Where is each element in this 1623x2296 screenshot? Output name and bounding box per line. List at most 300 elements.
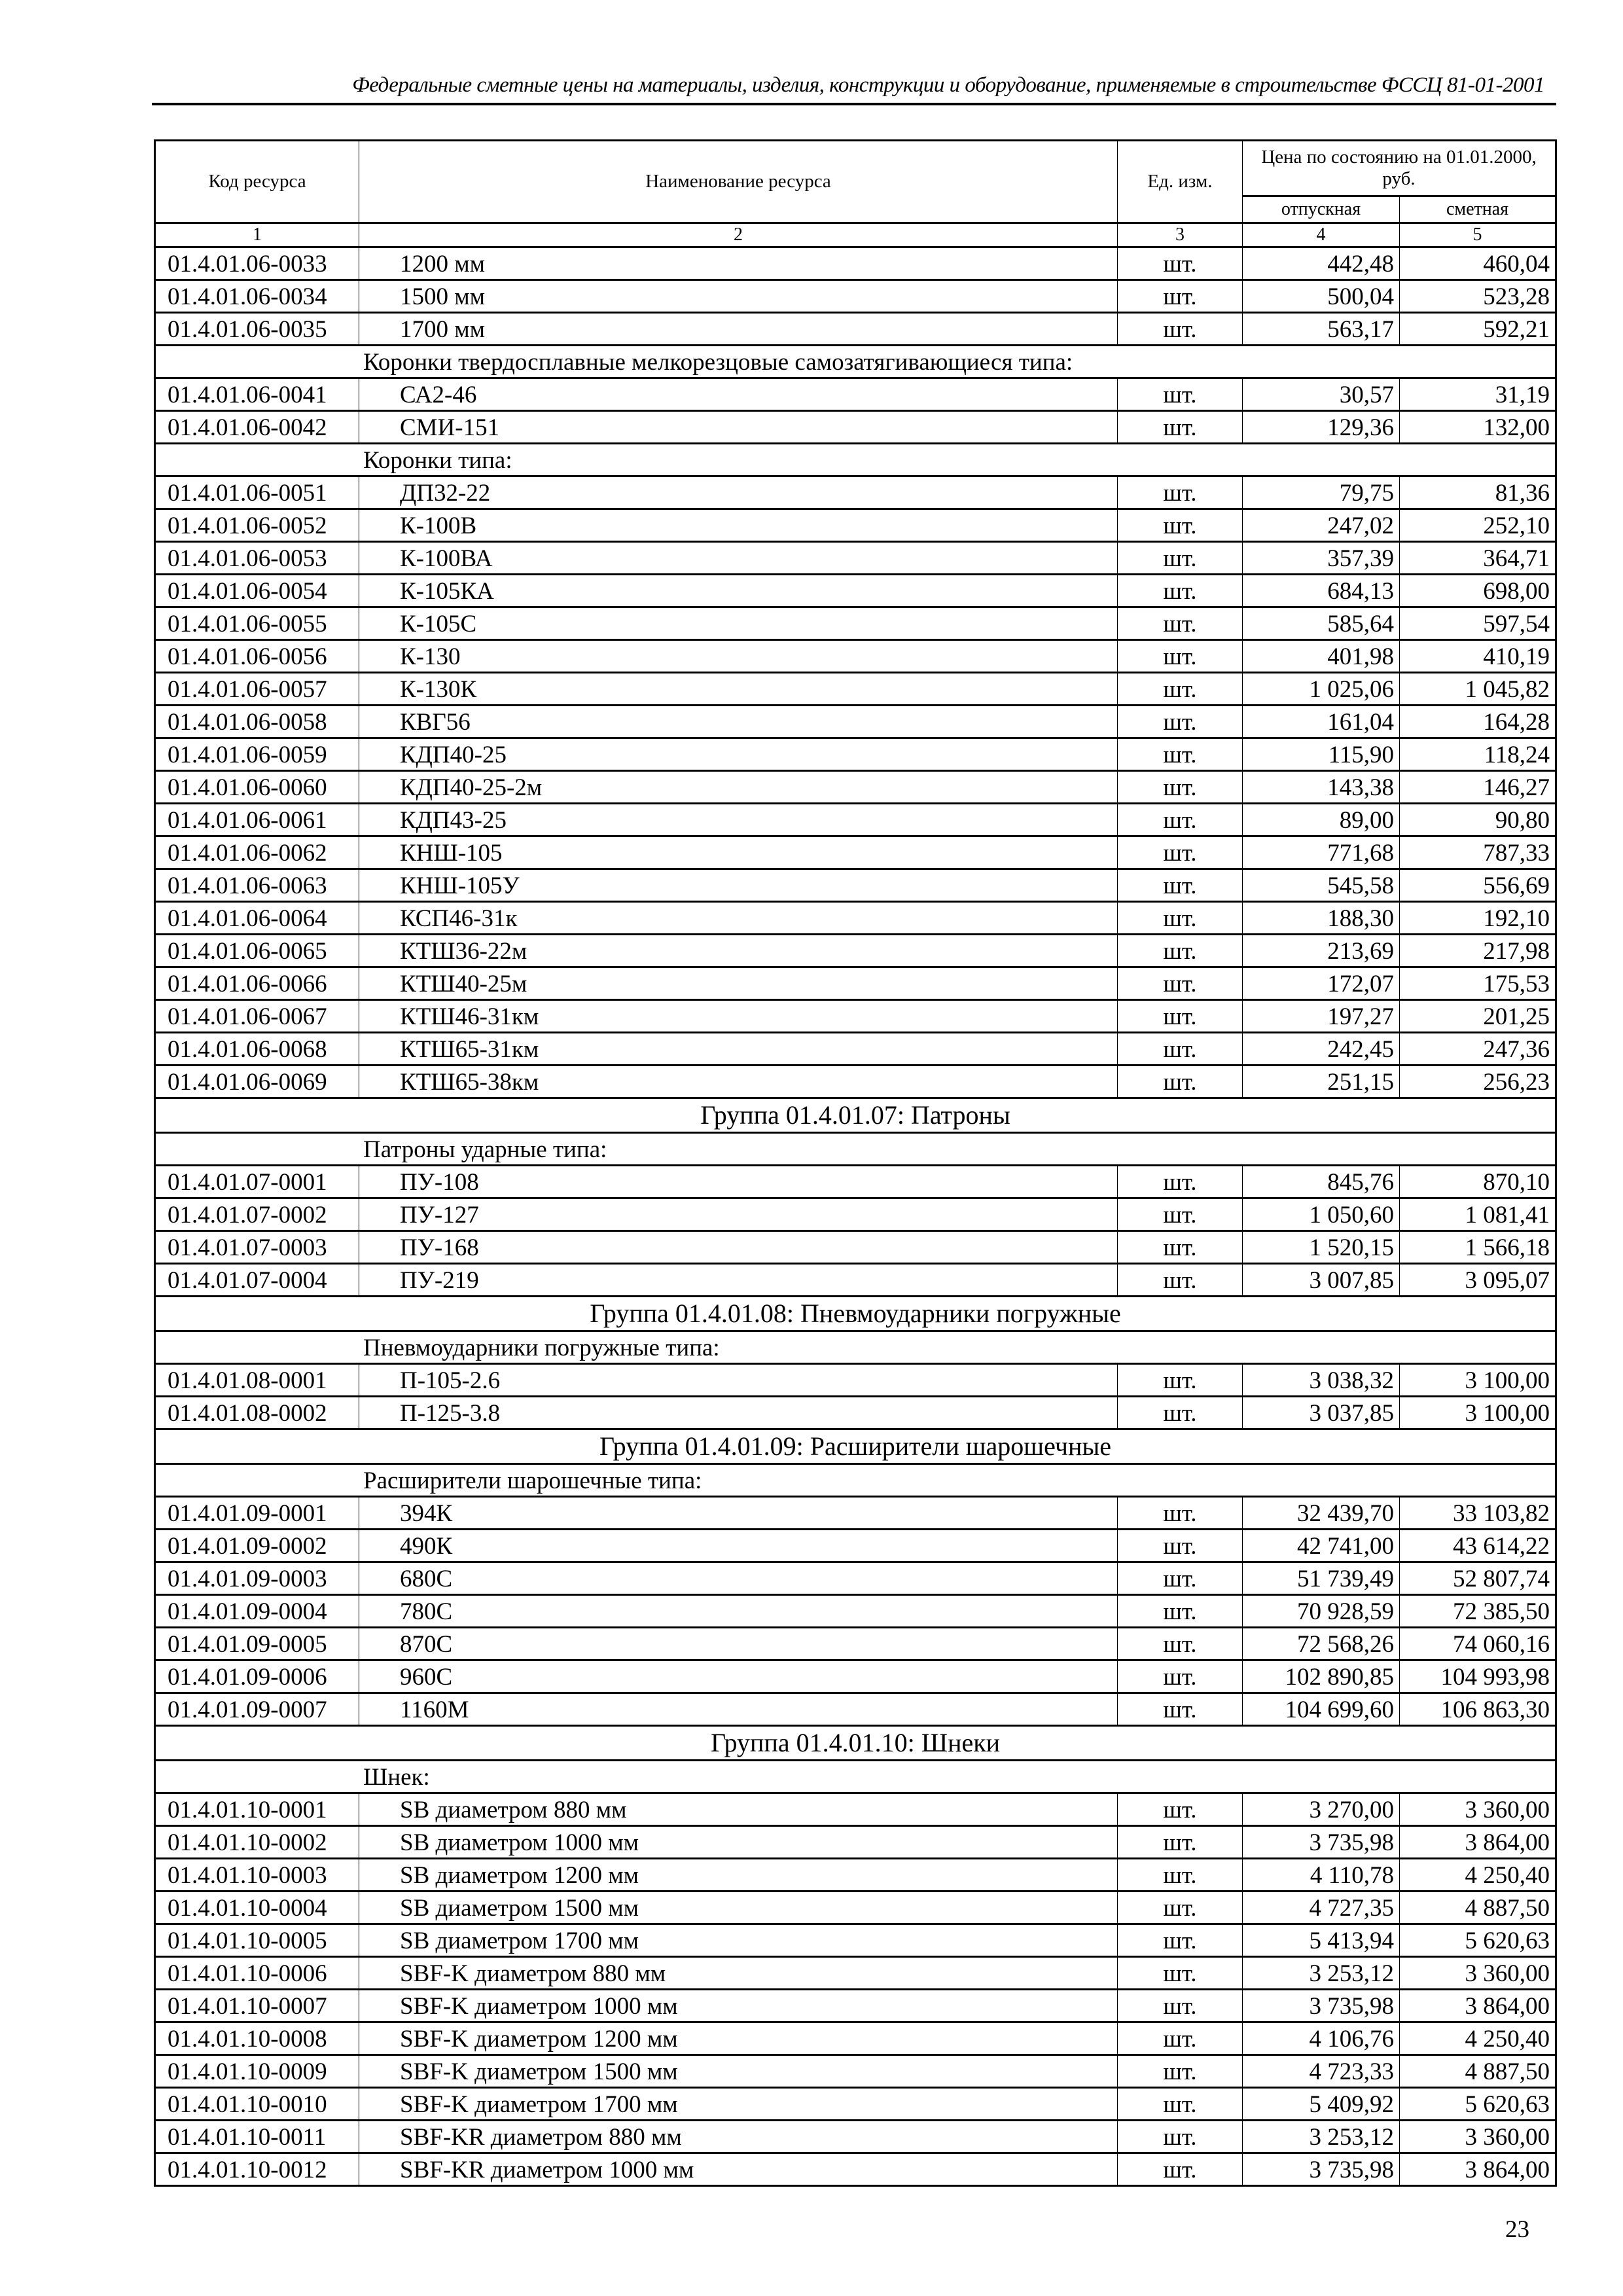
release-price: 213,69 (1243, 935, 1400, 967)
resource-name: ПУ-219 (359, 1264, 1118, 1297)
release-price: 129,36 (1243, 411, 1400, 444)
subheading-row (155, 1464, 1556, 1497)
resource-name: КДП40-25-2м (359, 771, 1118, 804)
release-price: 104 699,60 (1243, 1693, 1400, 1726)
resource-name: К-130 (359, 640, 1118, 673)
estimate-price: 5 620,63 (1400, 2088, 1556, 2121)
release-price: 102 890,85 (1243, 1660, 1400, 1693)
resource-code: 01.4.01.09-0002 (155, 1530, 359, 1562)
release-price: 3 270,00 (1243, 1793, 1400, 1826)
estimate-price: 43 614,22 (1400, 1530, 1556, 1562)
resource-code: 01.4.01.06-0067 (155, 1000, 359, 1033)
table-row (155, 1892, 1556, 1924)
release-price: 4 723,33 (1243, 2055, 1400, 2088)
header-price-group: Цена по состоянию на 01.01.2000, руб. (1243, 141, 1556, 196)
subheading-label: Расширители шарошечные типа: (155, 1464, 1556, 1497)
subheading-row (155, 1133, 1556, 1166)
resource-code: 01.4.01.07-0003 (155, 1231, 359, 1264)
unit-of-measure: шт. (1118, 1859, 1243, 1892)
resource-name: П-125-3.8 (359, 1397, 1118, 1429)
release-price: 51 739,49 (1243, 1562, 1400, 1595)
estimate-price: 132,00 (1400, 411, 1556, 444)
subheading-label: Пневмоударники погружные типа: (155, 1331, 1556, 1364)
unit-of-measure: шт. (1118, 542, 1243, 575)
table-row (155, 1000, 1556, 1033)
release-price: 845,76 (1243, 1166, 1400, 1198)
resource-code: 01.4.01.06-0069 (155, 1066, 359, 1098)
resource-name: SBF-K диаметром 880 мм (359, 1957, 1118, 1990)
table-row (155, 738, 1556, 771)
unit-of-measure: шт. (1118, 1066, 1243, 1098)
table-row (155, 1924, 1556, 1957)
resource-name: SB диаметром 1200 мм (359, 1859, 1118, 1892)
resource-name: SB диаметром 880 мм (359, 1793, 1118, 1826)
resource-name: ДП32-22 (359, 476, 1118, 509)
resource-name: SBF-KR диаметром 1000 мм (359, 2153, 1118, 2186)
unit-of-measure: шт. (1118, 2022, 1243, 2055)
resource-name: 1160М (359, 1693, 1118, 1726)
subheading-label: Патроны ударные типа: (155, 1133, 1556, 1166)
release-price: 3 735,98 (1243, 1826, 1400, 1859)
unit-of-measure: шт. (1118, 836, 1243, 869)
resource-code: 01.4.01.06-0066 (155, 967, 359, 1000)
resource-code: 01.4.01.06-0060 (155, 771, 359, 804)
release-price: 4 727,35 (1243, 1892, 1400, 1924)
table-row (155, 1066, 1556, 1098)
resource-name: SB диаметром 1500 мм (359, 1892, 1118, 1924)
resource-code: 01.4.01.10-0010 (155, 2088, 359, 2121)
resource-code: 01.4.01.10-0007 (155, 1990, 359, 2022)
resource-code: 01.4.01.10-0006 (155, 1957, 359, 1990)
estimate-price: 90,80 (1400, 804, 1556, 836)
unit-of-measure: шт. (1118, 1364, 1243, 1397)
resource-name: КНШ-105У (359, 869, 1118, 902)
unit-of-measure: шт. (1118, 1924, 1243, 1957)
table-row (155, 1198, 1556, 1231)
unit-of-measure: шт. (1118, 1595, 1243, 1628)
unit-of-measure: шт. (1118, 1166, 1243, 1198)
release-price: 500,04 (1243, 280, 1400, 313)
estimate-price: 3 360,00 (1400, 1957, 1556, 1990)
table-row (155, 2121, 1556, 2153)
unit-of-measure: шт. (1118, 1497, 1243, 1530)
unit-of-measure: шт. (1118, 607, 1243, 640)
release-price: 442,48 (1243, 247, 1400, 280)
estimate-price: 201,25 (1400, 1000, 1556, 1033)
column-number: 2 (359, 223, 1118, 247)
unit-of-measure: шт. (1118, 1990, 1243, 2022)
resource-code: 01.4.01.06-0068 (155, 1033, 359, 1066)
group-heading: Группа 01.4.01.10: Шнеки (155, 1726, 1556, 1761)
estimate-price: 252,10 (1400, 509, 1556, 542)
unit-of-measure: шт. (1118, 1826, 1243, 1859)
resource-name: КТШ65-31км (359, 1033, 1118, 1066)
resource-code: 01.4.01.10-0011 (155, 2121, 359, 2153)
resource-name: 1700 мм (359, 313, 1118, 346)
resource-name: SBF-K диаметром 1200 мм (359, 2022, 1118, 2055)
table-row (155, 313, 1556, 346)
resource-code: 01.4.01.07-0001 (155, 1166, 359, 1198)
unit-of-measure: шт. (1118, 935, 1243, 967)
resource-name: К-105С (359, 607, 1118, 640)
resource-code: 01.4.01.09-0006 (155, 1660, 359, 1693)
release-price: 42 741,00 (1243, 1530, 1400, 1562)
estimate-price: 3 100,00 (1400, 1397, 1556, 1429)
resource-code: 01.4.01.06-0063 (155, 869, 359, 902)
table-row (155, 607, 1556, 640)
resource-code: 01.4.01.06-0065 (155, 935, 359, 967)
unit-of-measure: шт. (1118, 1033, 1243, 1066)
unit-of-measure: шт. (1118, 902, 1243, 935)
resource-code: 01.4.01.09-0004 (155, 1595, 359, 1628)
estimate-price: 164,28 (1400, 706, 1556, 738)
resource-code: 01.4.01.10-0012 (155, 2153, 359, 2186)
unit-of-measure: шт. (1118, 575, 1243, 607)
estimate-price: 81,36 (1400, 476, 1556, 509)
header-rule (152, 103, 1556, 105)
resource-code: 01.4.01.06-0059 (155, 738, 359, 771)
estimate-price: 3 100,00 (1400, 1364, 1556, 1397)
release-price: 115,90 (1243, 738, 1400, 771)
table-row (155, 935, 1556, 967)
unit-of-measure: шт. (1118, 1264, 1243, 1297)
release-price: 3 253,12 (1243, 1957, 1400, 1990)
table-row (155, 411, 1556, 444)
release-price: 89,00 (1243, 804, 1400, 836)
resource-code: 01.4.01.07-0002 (155, 1198, 359, 1231)
column-number: 5 (1400, 223, 1556, 247)
unit-of-measure: шт. (1118, 1000, 1243, 1033)
estimate-price: 4 250,40 (1400, 1859, 1556, 1892)
table-row (155, 1859, 1556, 1892)
unit-of-measure: шт. (1118, 2121, 1243, 2153)
resource-name: К-105КА (359, 575, 1118, 607)
estimate-price: 146,27 (1400, 771, 1556, 804)
table-row (155, 575, 1556, 607)
unit-of-measure: шт. (1118, 1562, 1243, 1595)
estimate-price: 870,10 (1400, 1166, 1556, 1198)
unit-of-measure: шт. (1118, 1793, 1243, 1826)
resource-code: 01.4.01.06-0052 (155, 509, 359, 542)
estimate-price: 104 993,98 (1400, 1660, 1556, 1693)
release-price: 3 038,32 (1243, 1364, 1400, 1397)
estimate-price: 1 081,41 (1400, 1198, 1556, 1231)
group-heading-row (155, 1726, 1556, 1761)
table-row (155, 1826, 1556, 1859)
estimate-price: 5 620,63 (1400, 1924, 1556, 1957)
resource-name: 870С (359, 1628, 1118, 1660)
unit-of-measure: шт. (1118, 1530, 1243, 1562)
resource-code: 01.4.01.06-0034 (155, 280, 359, 313)
column-number: 4 (1243, 223, 1400, 247)
price-table (154, 139, 1557, 2187)
resource-code: 01.4.01.06-0042 (155, 411, 359, 444)
header-code: Код ресурса (155, 141, 359, 223)
table-row (155, 902, 1556, 935)
release-price: 30,57 (1243, 378, 1400, 411)
resource-code: 01.4.01.06-0051 (155, 476, 359, 509)
release-price: 247,02 (1243, 509, 1400, 542)
unit-of-measure: шт. (1118, 476, 1243, 509)
resource-code: 01.4.01.09-0007 (155, 1693, 359, 1726)
resource-code: 01.4.01.06-0035 (155, 313, 359, 346)
estimate-price: 33 103,82 (1400, 1497, 1556, 1530)
resource-name: КВГ56 (359, 706, 1118, 738)
resource-name: SBF-KR диаметром 880 мм (359, 2121, 1118, 2153)
group-heading: Группа 01.4.01.07: Патроны (155, 1098, 1556, 1133)
estimate-price: 72 385,50 (1400, 1595, 1556, 1628)
group-heading: Группа 01.4.01.08: Пневмоударники погружные (155, 1297, 1556, 1331)
table-row (155, 476, 1556, 509)
resource-code: 01.4.01.10-0003 (155, 1859, 359, 1892)
table-row (155, 509, 1556, 542)
resource-name: ПУ-108 (359, 1166, 1118, 1198)
unit-of-measure: шт. (1118, 1198, 1243, 1231)
table-body (155, 247, 1556, 2186)
release-price: 684,13 (1243, 575, 1400, 607)
unit-of-measure: шт. (1118, 706, 1243, 738)
subheading-label: Коронки типа: (155, 444, 1556, 476)
estimate-price: 31,19 (1400, 378, 1556, 411)
estimate-price: 523,28 (1400, 280, 1556, 313)
resource-name: 490К (359, 1530, 1118, 1562)
release-price: 401,98 (1243, 640, 1400, 673)
estimate-price: 3 864,00 (1400, 1826, 1556, 1859)
estimate-price: 247,36 (1400, 1033, 1556, 1066)
resource-code: 01.4.01.06-0056 (155, 640, 359, 673)
release-price: 3 037,85 (1243, 1397, 1400, 1429)
release-price: 3 735,98 (1243, 2153, 1400, 2186)
resource-name: К-100В (359, 509, 1118, 542)
resource-code: 01.4.01.06-0057 (155, 673, 359, 706)
table-row (155, 1628, 1556, 1660)
estimate-price: 256,23 (1400, 1066, 1556, 1098)
release-price: 4 106,76 (1243, 2022, 1400, 2055)
table-row (155, 1530, 1556, 1562)
unit-of-measure: шт. (1118, 411, 1243, 444)
header-name: Наименование ресурса (359, 141, 1118, 223)
table-row (155, 869, 1556, 902)
resource-code: 01.4.01.08-0001 (155, 1364, 359, 1397)
resource-code: 01.4.01.09-0005 (155, 1628, 359, 1660)
estimate-price: 52 807,74 (1400, 1562, 1556, 1595)
group-heading-row (155, 1297, 1556, 1331)
unit-of-measure: шт. (1118, 2088, 1243, 2121)
estimate-price: 3 864,00 (1400, 2153, 1556, 2186)
resource-code: 01.4.01.06-0064 (155, 902, 359, 935)
unit-of-measure: шт. (1118, 1231, 1243, 1264)
release-price: 563,17 (1243, 313, 1400, 346)
unit-of-measure: шт. (1118, 313, 1243, 346)
resource-name: SB диаметром 1700 мм (359, 1924, 1118, 1957)
resource-name: СМИ-151 (359, 411, 1118, 444)
estimate-price: 698,00 (1400, 575, 1556, 607)
resource-code: 01.4.01.06-0041 (155, 378, 359, 411)
resource-code: 01.4.01.07-0004 (155, 1264, 359, 1297)
unit-of-measure: шт. (1118, 1957, 1243, 1990)
resource-code: 01.4.01.09-0003 (155, 1562, 359, 1595)
table-row (155, 1364, 1556, 1397)
table-row (155, 2088, 1556, 2121)
unit-of-measure: шт. (1118, 280, 1243, 313)
table-row (155, 706, 1556, 738)
group-heading-row (155, 1429, 1556, 1464)
table-row (155, 1990, 1556, 2022)
resource-code: 01.4.01.06-0033 (155, 247, 359, 280)
resource-code: 01.4.01.10-0008 (155, 2022, 359, 2055)
group-heading-row (155, 1098, 1556, 1133)
release-price: 32 439,70 (1243, 1497, 1400, 1530)
estimate-price: 3 360,00 (1400, 1793, 1556, 1826)
column-number: 1 (155, 223, 359, 247)
estimate-price: 597,54 (1400, 607, 1556, 640)
resource-name: 1200 мм (359, 247, 1118, 280)
release-price: 188,30 (1243, 902, 1400, 935)
subheading-row (155, 1761, 1556, 1793)
table-row (155, 1397, 1556, 1429)
release-price: 5 409,92 (1243, 2088, 1400, 2121)
resource-name: 780С (359, 1595, 1118, 1628)
resource-code: 01.4.01.10-0005 (155, 1924, 359, 1957)
resource-name: СА2-46 (359, 378, 1118, 411)
release-price: 585,64 (1243, 607, 1400, 640)
resource-name: КНШ-105 (359, 836, 1118, 869)
release-price: 3 735,98 (1243, 1990, 1400, 2022)
release-price: 545,58 (1243, 869, 1400, 902)
header-price-estimate: сметная (1400, 196, 1556, 223)
resource-code: 01.4.01.06-0053 (155, 542, 359, 575)
table-row (155, 1231, 1556, 1264)
table-row (155, 378, 1556, 411)
resource-code: 01.4.01.10-0002 (155, 1826, 359, 1859)
unit-of-measure: шт. (1118, 2055, 1243, 2088)
estimate-price: 118,24 (1400, 738, 1556, 771)
estimate-price: 1 045,82 (1400, 673, 1556, 706)
table-row (155, 967, 1556, 1000)
estimate-price: 4 250,40 (1400, 2022, 1556, 2055)
table-row (155, 1562, 1556, 1595)
estimate-price: 192,10 (1400, 902, 1556, 935)
unit-of-measure: шт. (1118, 1397, 1243, 1429)
release-price: 242,45 (1243, 1033, 1400, 1066)
release-price: 172,07 (1243, 967, 1400, 1000)
resource-name: КТШ36-22м (359, 935, 1118, 967)
estimate-price: 460,04 (1400, 247, 1556, 280)
release-price: 1 050,60 (1243, 1198, 1400, 1231)
table-row (155, 673, 1556, 706)
unit-of-measure: шт. (1118, 1660, 1243, 1693)
release-price: 161,04 (1243, 706, 1400, 738)
estimate-price: 4 887,50 (1400, 1892, 1556, 1924)
release-price: 5 413,94 (1243, 1924, 1400, 1957)
resource-name: 394К (359, 1497, 1118, 1530)
table-row (155, 1693, 1556, 1726)
table-row (155, 2055, 1556, 2088)
resource-name: К-100ВА (359, 542, 1118, 575)
resource-code: 01.4.01.09-0001 (155, 1497, 359, 1530)
subheading-label: Шнек: (155, 1761, 1556, 1793)
resource-name: К-130К (359, 673, 1118, 706)
unit-of-measure: шт. (1118, 2153, 1243, 2186)
resource-name: КСП46-31к (359, 902, 1118, 935)
table-row (155, 836, 1556, 869)
resource-code: 01.4.01.08-0002 (155, 1397, 359, 1429)
release-price: 79,75 (1243, 476, 1400, 509)
release-price: 3 007,85 (1243, 1264, 1400, 1297)
estimate-price: 592,21 (1400, 313, 1556, 346)
estimate-price: 175,53 (1400, 967, 1556, 1000)
resource-name: SBF-K диаметром 1500 мм (359, 2055, 1118, 2088)
resource-name: П-105-2.6 (359, 1364, 1118, 1397)
table-row (155, 1660, 1556, 1693)
table-row (155, 247, 1556, 280)
subheading-label: Коронки твердосплавные мелкорезцовые самозатягивающиеся типа: (155, 346, 1556, 378)
unit-of-measure: шт. (1118, 1628, 1243, 1660)
release-price: 3 253,12 (1243, 2121, 1400, 2153)
unit-of-measure: шт. (1118, 509, 1243, 542)
resource-name: SBF-K диаметром 1700 мм (359, 2088, 1118, 2121)
header-price-release: отпускная (1243, 196, 1400, 223)
table-row (155, 1595, 1556, 1628)
header-unit: Ед. изм. (1118, 141, 1243, 223)
unit-of-measure: шт. (1118, 804, 1243, 836)
estimate-price: 410,19 (1400, 640, 1556, 673)
table-row (155, 542, 1556, 575)
table-row (155, 2153, 1556, 2186)
resource-name: SBF-K диаметром 1000 мм (359, 1990, 1118, 2022)
unit-of-measure: шт. (1118, 967, 1243, 1000)
unit-of-measure: шт. (1118, 247, 1243, 280)
resource-name: КДП43-25 (359, 804, 1118, 836)
resource-code: 01.4.01.06-0061 (155, 804, 359, 836)
resource-code: 01.4.01.06-0054 (155, 575, 359, 607)
table-row (155, 2022, 1556, 2055)
resource-name: 1500 мм (359, 280, 1118, 313)
table-row (155, 1033, 1556, 1066)
resource-name: КДП40-25 (359, 738, 1118, 771)
resource-name: 680С (359, 1562, 1118, 1595)
unit-of-measure: шт. (1118, 673, 1243, 706)
table-row (155, 1793, 1556, 1826)
estimate-price: 3 864,00 (1400, 1990, 1556, 2022)
estimate-price: 556,69 (1400, 869, 1556, 902)
resource-name: КТШ65-38км (359, 1066, 1118, 1098)
resource-code: 01.4.01.06-0055 (155, 607, 359, 640)
subheading-row (155, 444, 1556, 476)
release-price: 4 110,78 (1243, 1859, 1400, 1892)
resource-code: 01.4.01.06-0062 (155, 836, 359, 869)
release-price: 197,27 (1243, 1000, 1400, 1033)
release-price: 771,68 (1243, 836, 1400, 869)
resource-code: 01.4.01.10-0004 (155, 1892, 359, 1924)
page-number: 23 (1505, 2216, 1529, 2243)
release-price: 70 928,59 (1243, 1595, 1400, 1628)
resource-name: 960С (359, 1660, 1118, 1693)
resource-name: SB диаметром 1000 мм (359, 1826, 1118, 1859)
release-price: 1 025,06 (1243, 673, 1400, 706)
unit-of-measure: шт. (1118, 640, 1243, 673)
unit-of-measure: шт. (1118, 869, 1243, 902)
group-heading: Группа 01.4.01.09: Расширители шарошечные (155, 1429, 1556, 1464)
unit-of-measure: шт. (1118, 771, 1243, 804)
table-row (155, 1264, 1556, 1297)
unit-of-measure: шт. (1118, 1693, 1243, 1726)
estimate-price: 3 360,00 (1400, 2121, 1556, 2153)
estimate-price: 787,33 (1400, 836, 1556, 869)
subheading-row (155, 1331, 1556, 1364)
resource-code: 01.4.01.10-0001 (155, 1793, 359, 1826)
subheading-row (155, 346, 1556, 378)
